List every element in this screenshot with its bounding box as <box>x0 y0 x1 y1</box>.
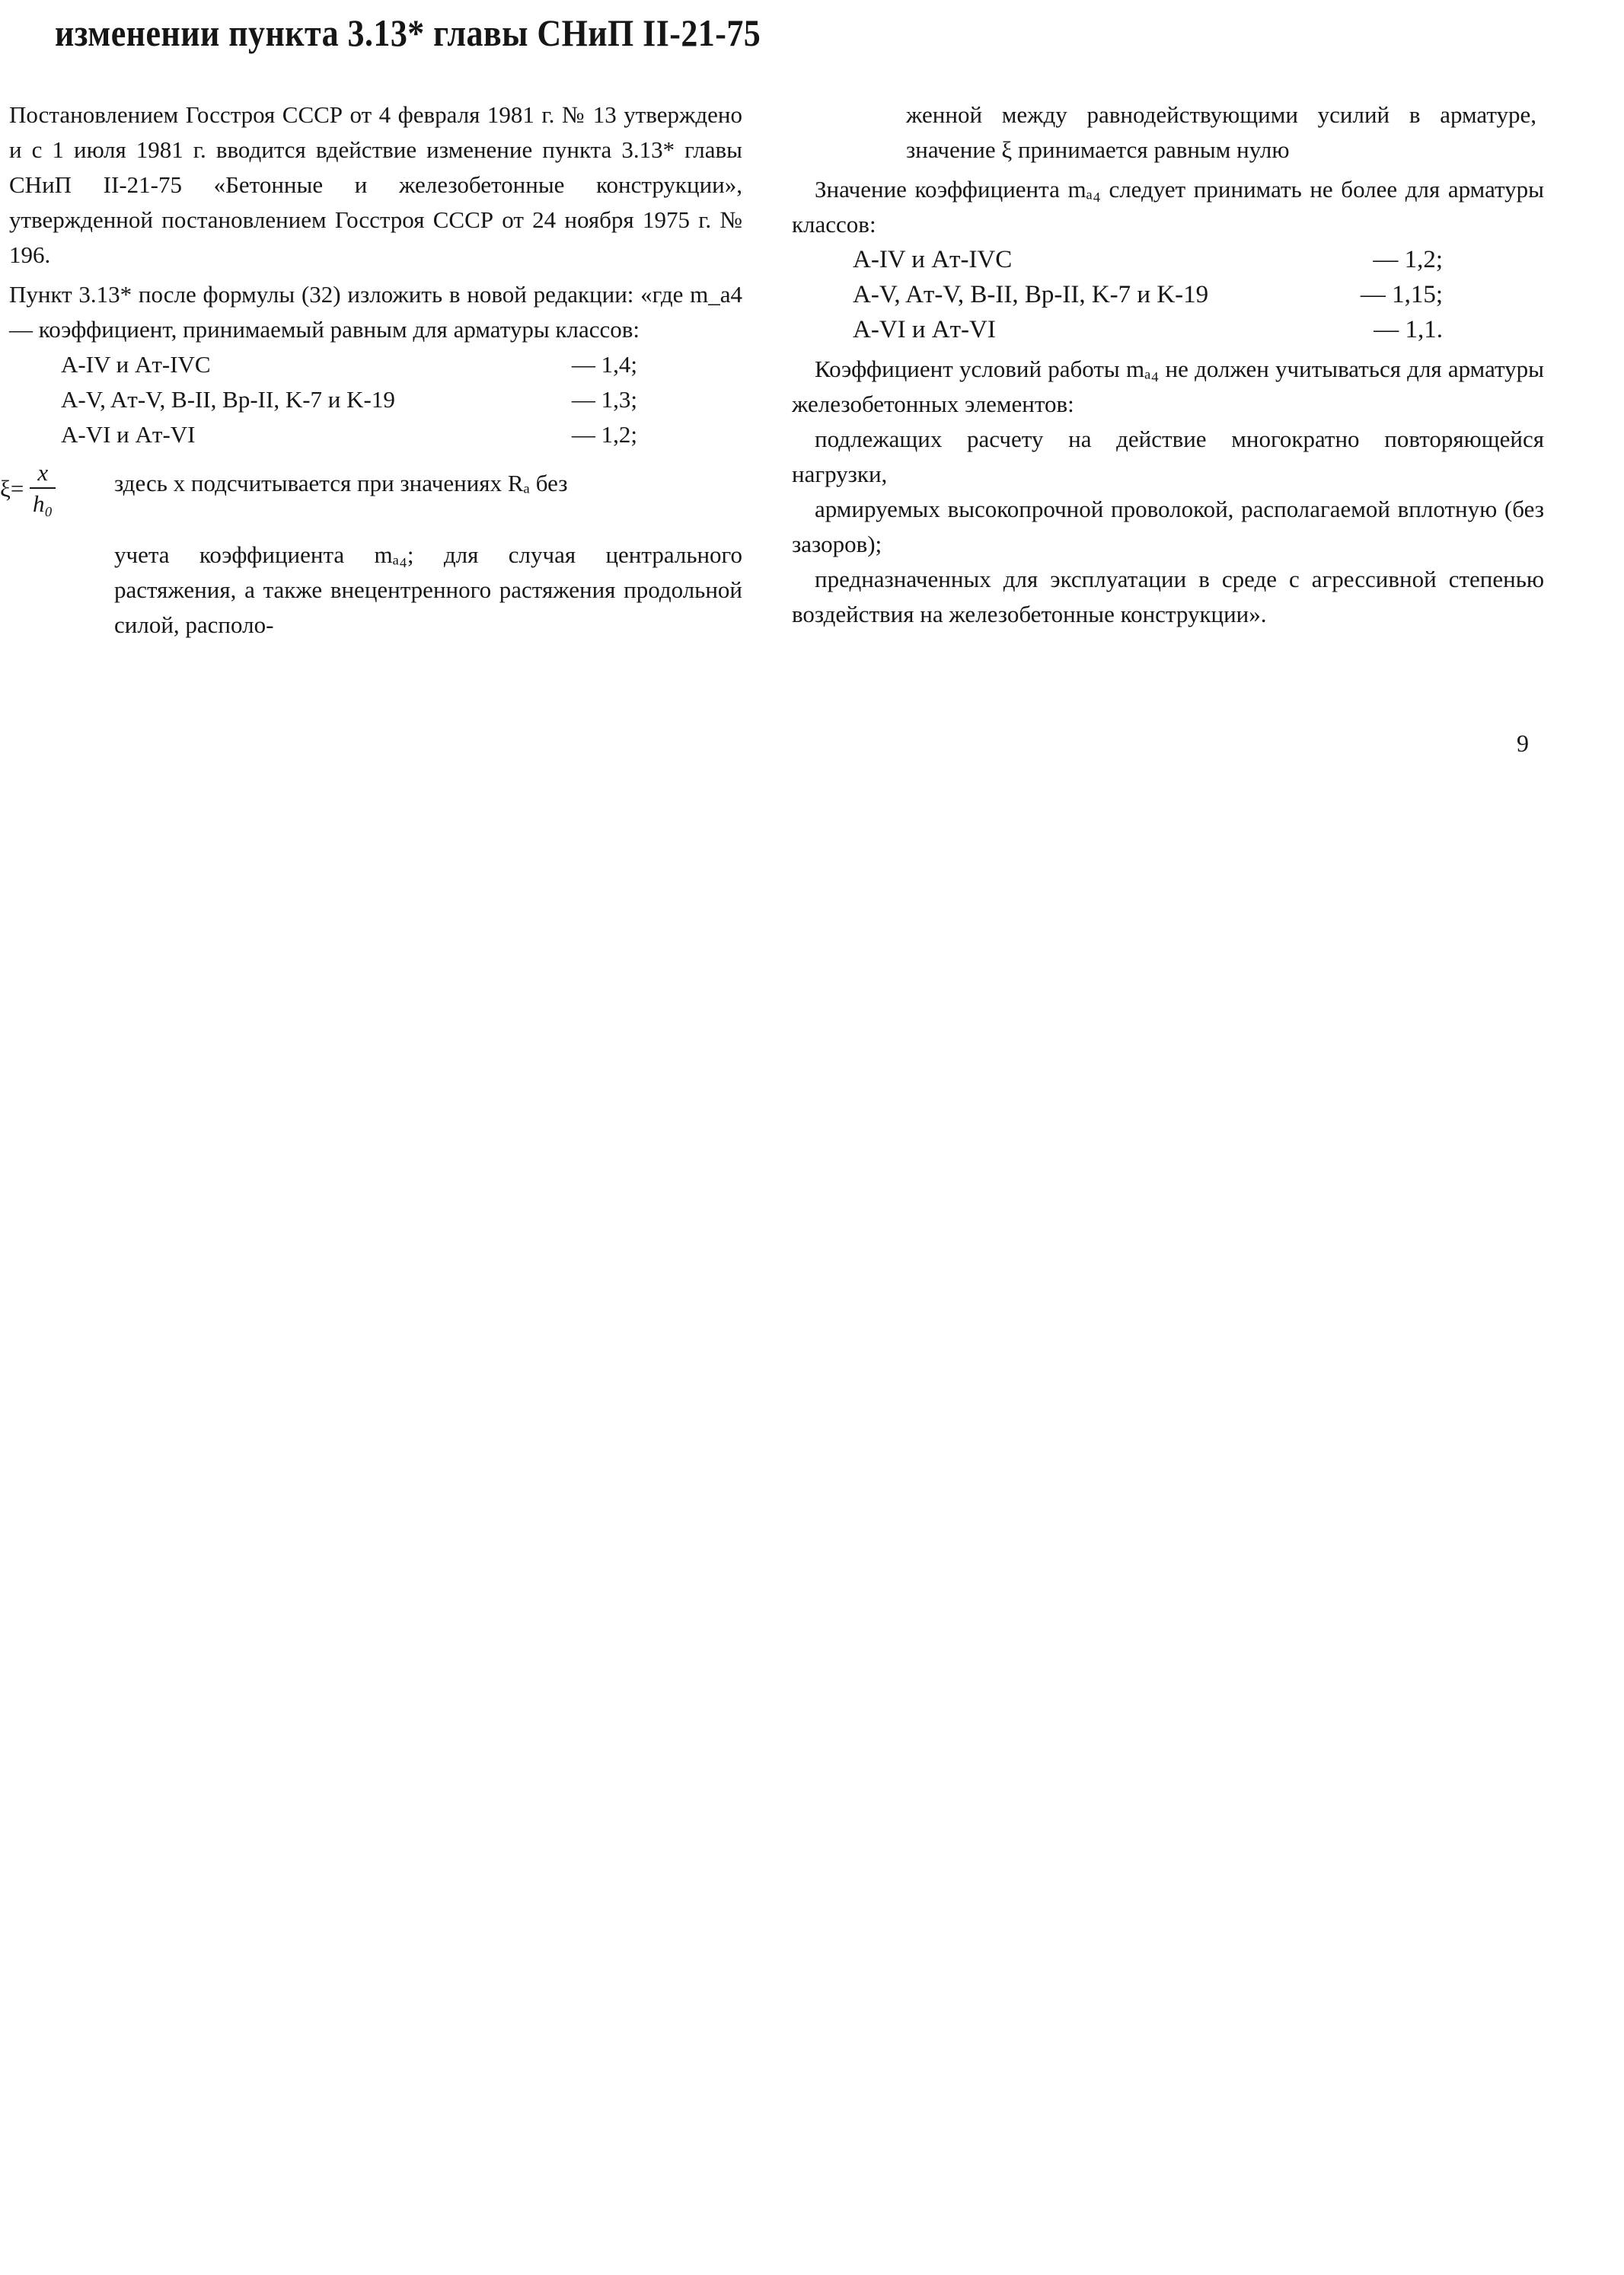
left-coefficient-list <box>0 347 637 452</box>
list-item-value: — 1,2; <box>571 421 637 448</box>
formula-continuation <box>0 538 742 643</box>
page-title: изменении пункта 3.13* главы СНиП II-21-75 <box>55 11 761 54</box>
formula-lhs: ξ= <box>0 475 24 502</box>
right-paragraph-1: Значение коэффициента mₐ₄ следует принимать не более для арматуры классов: <box>792 176 1544 238</box>
left-column <box>0 97 742 643</box>
left-paragraph-2: Пункт 3.13* после формулы (32) изложить в новой редакции: «где m_a4 — коэффициент, принимаемый равным для арматуры классов: <box>9 281 742 343</box>
list-item <box>61 417 637 452</box>
list-item-label: A-IV и Aт-IVC <box>61 351 211 378</box>
right-continuation: женной между равнодействующими усилий в арматуре, значение ξ принимается равным нулю <box>906 101 1536 163</box>
right-coefficient-list <box>792 242 1443 347</box>
formula-block <box>0 459 742 519</box>
xi-formula <box>0 458 114 519</box>
list-item-value: — 1,1. <box>1374 316 1443 343</box>
list-item-label: A-VI и Aт-VI <box>61 421 196 448</box>
right-column <box>792 97 1544 632</box>
list-item-label: A-V, Aт-V, B-II, Bp-II, K-7 и K-19 <box>61 386 395 413</box>
formula-explanation <box>114 466 742 501</box>
page-number: 9 <box>1517 729 1529 757</box>
list-item <box>853 242 1443 277</box>
formula-fraction <box>30 458 56 519</box>
list-item <box>853 312 1443 347</box>
list-item-label: A-IV и Aт-IVC <box>853 246 1013 273</box>
right-item-1: подлежащих расчету на действие многократно повторяющейся нагрузки, <box>792 426 1544 487</box>
list-item <box>61 382 637 417</box>
list-item-value: — 1,4; <box>571 351 637 378</box>
list-item-value: — 1,3; <box>571 386 637 413</box>
right-paragraph-2: Коэффициент условий работы mₐ₄ не должен учитываться для арматуры железобетонных элементов: <box>792 356 1544 417</box>
list-item-value: — 1,15; <box>1360 281 1443 308</box>
list-item-label: A-VI и Aт-VI <box>853 316 996 343</box>
list-item <box>853 277 1443 312</box>
formula-denominator: h₀ <box>33 490 53 517</box>
right-item-2: армируемых высокопрочной проволокой, располагаемой вплотную (без зазоров); <box>792 496 1544 557</box>
formula-text-first-line: здесь x подсчитывается при значениях Rₐ без <box>114 470 568 496</box>
list-item-label: A-V, Aт-V, B-II, Bp-II, K-7 и K-19 <box>853 281 1209 308</box>
formula-text-continuation: учета коэффициента mₐ₄; для случая центрального растяжения, а также внецентренного растяжения продольной силой, располо- <box>114 541 742 638</box>
right-item-3: предназначенных для эксплуатации в среде с агрессивной степенью воздействия на железобетонные конструкции». <box>792 566 1544 627</box>
list-item <box>61 347 637 382</box>
left-paragraph-1: Постановлением Госстроя СССР от 4 февраля 1981 г. № 13 утверждено и с 1 июля 1981 г. вводится вдействие изменение пункта 3.13* главы СНиП II-21-75 «Бетонные и железобетонные конструкции», утвержденной постановлением Госстроя СССР от 24 ноября 1975 г. № 196. <box>9 101 742 268</box>
formula-numerator: x <box>30 458 56 489</box>
list-item-value: — 1,2; <box>1373 246 1443 273</box>
